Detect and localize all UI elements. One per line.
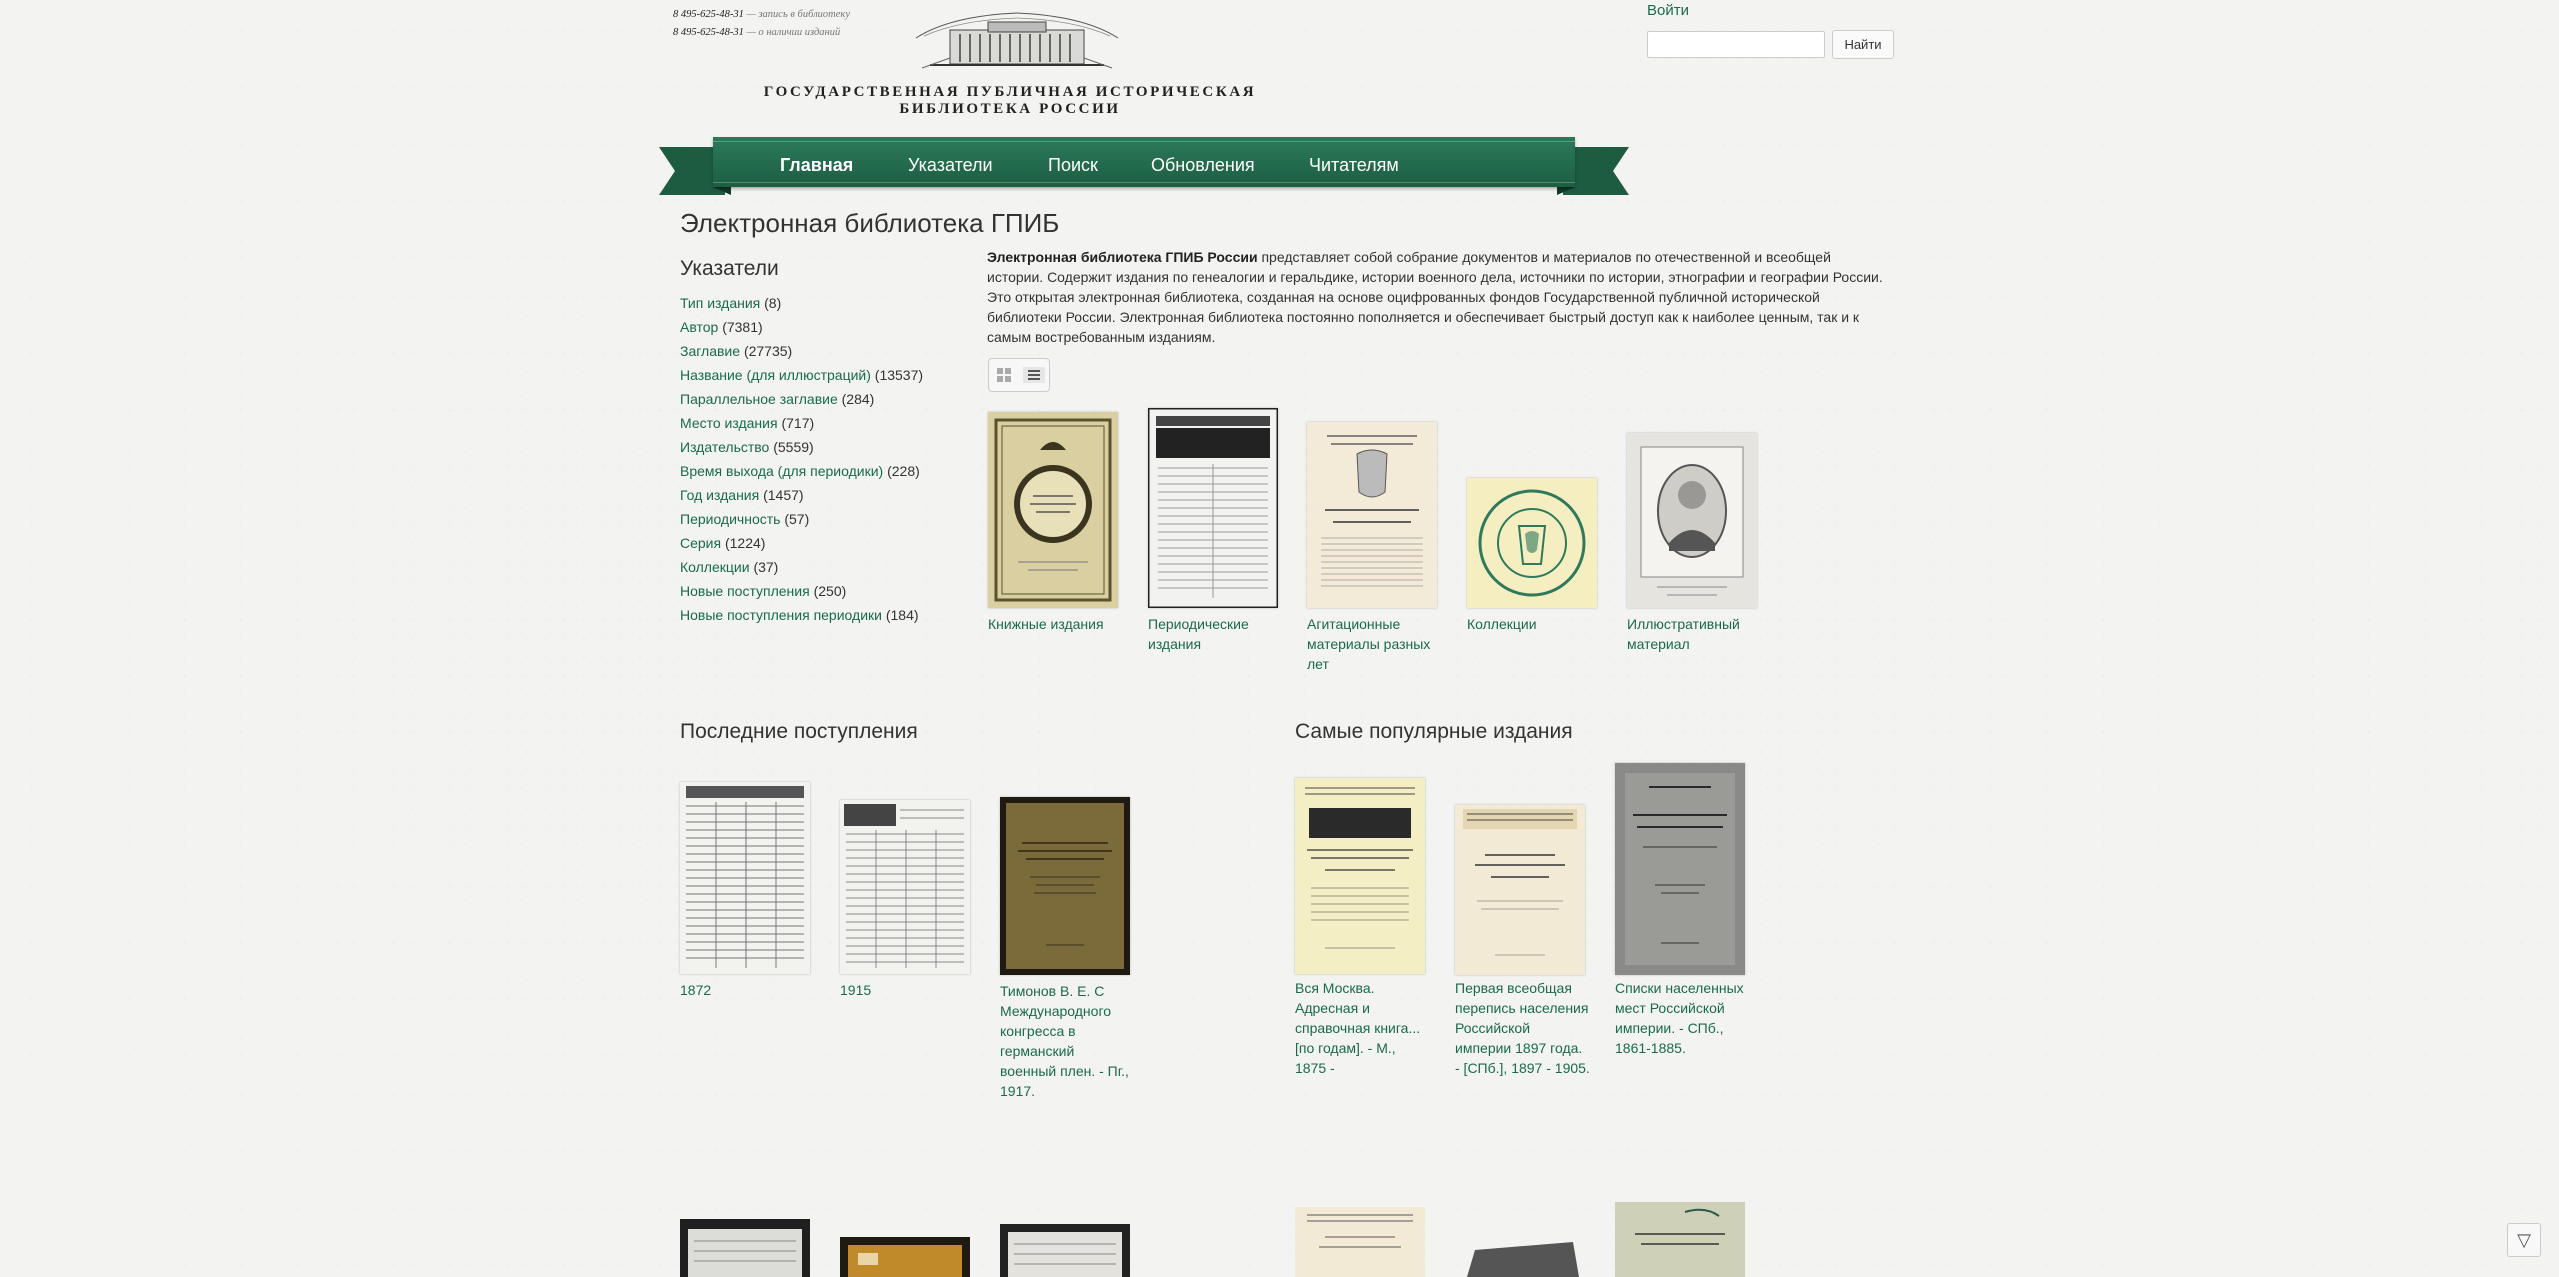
newspaper-thumbnail[interactable] <box>840 800 970 974</box>
phone-number: 8 495-625-48-31 <box>673 27 744 38</box>
index-count: (5559) <box>773 439 814 455</box>
index-item <box>680 413 923 437</box>
category-caption[interactable]: Книжные издания <box>988 616 1104 632</box>
agitation-cover-thumbnail[interactable] <box>1307 422 1437 608</box>
ribbon-bar <box>713 137 1575 187</box>
nav-home[interactable]: Главная <box>780 155 854 175</box>
index-item <box>680 485 923 509</box>
index-item <box>680 533 923 557</box>
index-count: (8) <box>764 295 782 311</box>
library-building-logo[interactable] <box>910 8 1124 70</box>
index-link[interactable]: Новые поступления периодики <box>680 607 882 623</box>
index-count: (7381) <box>722 319 763 335</box>
index-item <box>680 293 923 317</box>
index-count: (284) <box>841 391 875 407</box>
index-item <box>680 317 923 341</box>
index-item <box>680 389 923 413</box>
bottom-thumbnail[interactable] <box>680 1219 810 1277</box>
index-link[interactable]: Время выхода (для периодики) <box>680 463 884 479</box>
periodical-cover-thumbnail[interactable] <box>1148 408 1278 608</box>
index-item <box>680 365 923 389</box>
index-link[interactable]: Серия <box>680 535 722 551</box>
index-count: (228) <box>887 463 920 479</box>
library-title[interactable] <box>760 84 1260 118</box>
index-count: (717) <box>781 415 815 431</box>
index-count: (57) <box>784 511 810 527</box>
intro-bold: Электронная библиотека ГПИБ России <box>987 249 1258 265</box>
phone-number: 8 495-625-48-31 <box>673 9 744 20</box>
index-item <box>680 461 923 485</box>
page-title: Электронная библиотека ГПИБ <box>680 208 1060 238</box>
index-link[interactable]: Место издания <box>680 415 778 431</box>
recent-caption[interactable]: 1872 <box>680 982 712 998</box>
index-item <box>680 437 923 461</box>
recent-caption[interactable]: 1915 <box>840 982 872 998</box>
index-link[interactable]: Тип издания <box>680 295 761 311</box>
indexes-list <box>680 293 923 629</box>
book-cover-thumbnail[interactable] <box>1615 763 1745 975</box>
scroll-down-button[interactable] <box>2507 1223 2541 1257</box>
index-count: (184) <box>885 607 919 623</box>
chevron-down-icon: ▽ <box>2517 1230 2531 1250</box>
category-caption[interactable]: Иллюстративный материал <box>1627 616 1740 652</box>
collection-stamp-thumbnail[interactable] <box>1467 478 1597 608</box>
view-toggle <box>988 358 1050 392</box>
intro-text <box>987 247 1887 347</box>
popular-caption[interactable]: Первая всеобщая перепись населения Российской империи 1897 года. - [СПб.], 1897 - 1905. <box>1455 980 1590 1076</box>
book-cover-thumbnail[interactable] <box>1455 805 1585 975</box>
nav-indexes[interactable]: Указатели <box>908 155 993 175</box>
phone-desc: — о наличии изданий <box>746 27 841 38</box>
search-input[interactable] <box>1647 31 1825 58</box>
index-count: (13537) <box>874 367 924 383</box>
category-caption[interactable]: Агитационные материалы разных лет <box>1307 616 1431 672</box>
popular-caption[interactable]: Списки населенных мест Российской империи. - СПб., 1861-1885. <box>1615 980 1744 1056</box>
index-item <box>680 341 923 365</box>
book-cover-thumbnail[interactable] <box>1000 797 1130 975</box>
index-link[interactable]: Заглавие <box>680 343 741 359</box>
search-button[interactable]: Найти <box>1832 30 1894 59</box>
grid-view-icon[interactable] <box>997 368 1011 382</box>
index-item <box>680 557 923 581</box>
login-link[interactable]: Войти <box>1647 2 1689 19</box>
index-link[interactable]: Название (для иллюстраций) <box>680 367 871 383</box>
list-view-icon[interactable] <box>1023 367 1045 383</box>
index-count: (37) <box>753 559 779 575</box>
phone-line-2 <box>673 27 840 38</box>
indexes-heading: Указатели <box>680 257 779 280</box>
recent-caption[interactable]: Тимонов В. Е. С Международного конгресса в германский военный плен. - Пг., 1917. <box>1000 983 1129 1099</box>
nav-search[interactable]: Поиск <box>1048 155 1098 175</box>
index-item <box>680 509 923 533</box>
index-count: (27735) <box>743 343 793 359</box>
library-title-line-1: ГОСУДАРСТВЕННАЯ ПУБЛИЧНАЯ ИСТОРИЧЕСКАЯ <box>763 84 1257 100</box>
bottom-thumbnail[interactable] <box>1295 1207 1425 1277</box>
book-cover-thumbnail[interactable] <box>988 412 1118 608</box>
bottom-thumbnail[interactable] <box>1455 1240 1585 1277</box>
index-link[interactable]: Автор <box>680 319 719 335</box>
phone-line-1 <box>673 9 850 20</box>
index-count: (1457) <box>763 487 804 503</box>
nav-updates[interactable]: Обновления <box>1151 155 1255 175</box>
bottom-thumbnail[interactable] <box>1000 1224 1130 1277</box>
index-link[interactable]: Издательство <box>680 439 770 455</box>
index-item <box>680 581 923 605</box>
portrait-thumbnail[interactable] <box>1627 433 1757 608</box>
recent-heading: Последние поступления <box>680 720 918 743</box>
intro-body: представляет собой собрание документов и материалов по отечественной и всеобщей истории. Содержит издания по генеалогии и геральдике, истории военного дела, источники по истории, этнографии и географии России. Это открытая электронная библиотека, созданная на основе оцифрованных фондов Государственной публичной исторической библиотеки России. Электронная библиотека постоянно пополняется и обеспечивает быстрый доступ как к наиболее ценным, так и к самым востребованным изданиям. <box>987 249 1883 345</box>
index-link[interactable]: Год издания <box>680 487 760 503</box>
main-nav <box>659 135 1629 197</box>
phone-desc: — запись в библиотеку <box>746 9 850 20</box>
index-item <box>680 605 923 629</box>
category-caption[interactable]: Периодические издания <box>1148 616 1249 652</box>
newspaper-thumbnail[interactable] <box>680 782 810 974</box>
popular-caption[interactable]: Вся Москва. Адресная и справочная книга... [по годам]. - М., 1875 - <box>1295 980 1421 1076</box>
popular-heading: Самые популярные издания <box>1295 720 1573 743</box>
index-link[interactable]: Параллельное заглавие <box>680 391 838 407</box>
book-cover-thumbnail[interactable] <box>1295 778 1425 974</box>
index-link[interactable]: Периодичность <box>680 511 781 527</box>
bottom-thumbnail[interactable] <box>840 1237 970 1277</box>
index-count: (250) <box>813 583 847 599</box>
index-count: (1224) <box>724 535 766 551</box>
index-link[interactable]: Новые поступления <box>680 583 810 599</box>
bottom-thumbnail[interactable] <box>1615 1202 1745 1277</box>
library-title-line-2: БИБЛИОТЕКА РОССИИ <box>899 101 1121 117</box>
index-link[interactable]: Коллекции <box>680 559 750 575</box>
category-caption[interactable]: Коллекции <box>1467 616 1537 632</box>
nav-readers[interactable]: Читателям <box>1309 155 1399 175</box>
